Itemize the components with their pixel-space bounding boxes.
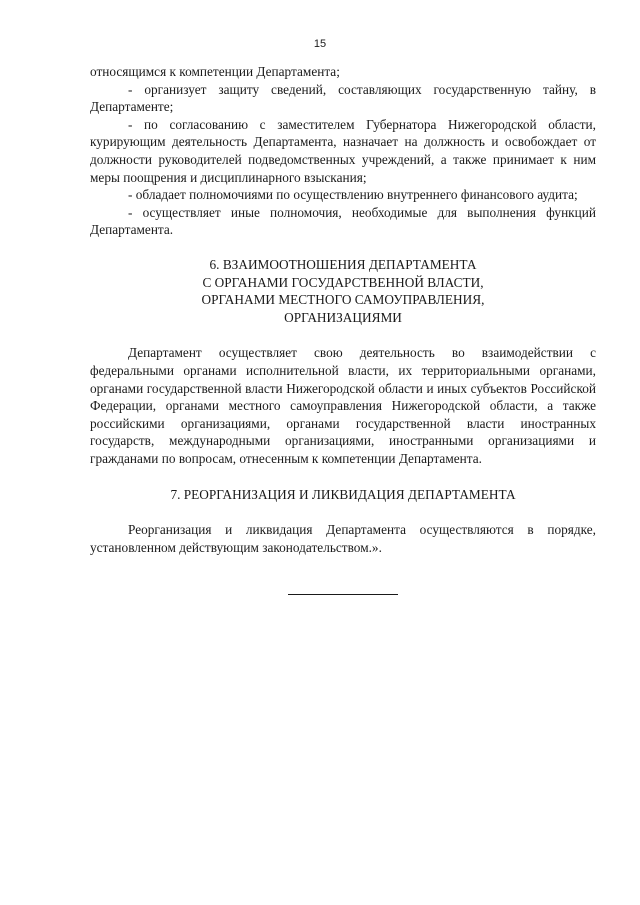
- section-7-body: Реорганизация и ликвидация Департамента осуществляются в порядке, установленном действующим законодательством.».: [90, 522, 596, 555]
- closing-rule: [288, 594, 398, 595]
- section-6-heading: [90, 256, 596, 326]
- section-6-heading-line: ОРГАНАМИ МЕСТНОГО САМОУПРАВЛЕНИЯ,: [201, 292, 485, 308]
- list-item-state-secret: - организует защиту сведений, составляющих государственную тайну, в Департаменте;: [90, 81, 596, 115]
- list-item-internal-audit: - обладает полномочиями по осуществлению внутреннего финансового аудита;: [128, 187, 578, 203]
- page-number: 15: [313, 38, 327, 50]
- section-6-heading-line: С ОРГАНАМИ ГОСУДАРСТВЕННОЙ ВЛАСТИ,: [202, 274, 484, 290]
- section-7-heading: 7. РЕОРГАНИЗАЦИЯ И ЛИКВИДАЦИЯ ДЕПАРТАМЕНТА: [170, 487, 516, 503]
- page-content: [90, 63, 596, 595]
- list-item-other-powers: - осуществляет иные полномочия, необходимые для выполнения функций Департамента.: [90, 204, 596, 238]
- section-6-heading-line: 6. ВЗАИМООТНОШЕНИЯ ДЕПАРТАМЕНТА: [209, 256, 477, 272]
- list-item-appointments: - по согласованию с заместителем Губернатора Нижегородской области, курирующим деятельность Департамента, назначает на должность и освобождает от должности руководителей подведомственных учреждений, а также принимает к ним меры поощрения и дисциплинарного взыскания;: [90, 116, 596, 185]
- section-6-heading-line: ОРГАНИЗАЦИЯМИ: [284, 309, 402, 325]
- paragraph-continuation: относящимся к компетенции Департамента;: [90, 64, 340, 79]
- section-6-body: Департамент осуществляет свою деятельность во взаимодействии с федеральными органами исполнительной власти, их территориальными органами, органами государственной власти Нижегородской области и иных субъектов Российской Федерации, органами местного самоуправления Нижегородской области, а также российскими организациями, органами государственной власти иностранных государств, международными организациями, иностранными организациями и гражданами по вопросам, отнесенным к компетенции Департамента.: [90, 345, 596, 466]
